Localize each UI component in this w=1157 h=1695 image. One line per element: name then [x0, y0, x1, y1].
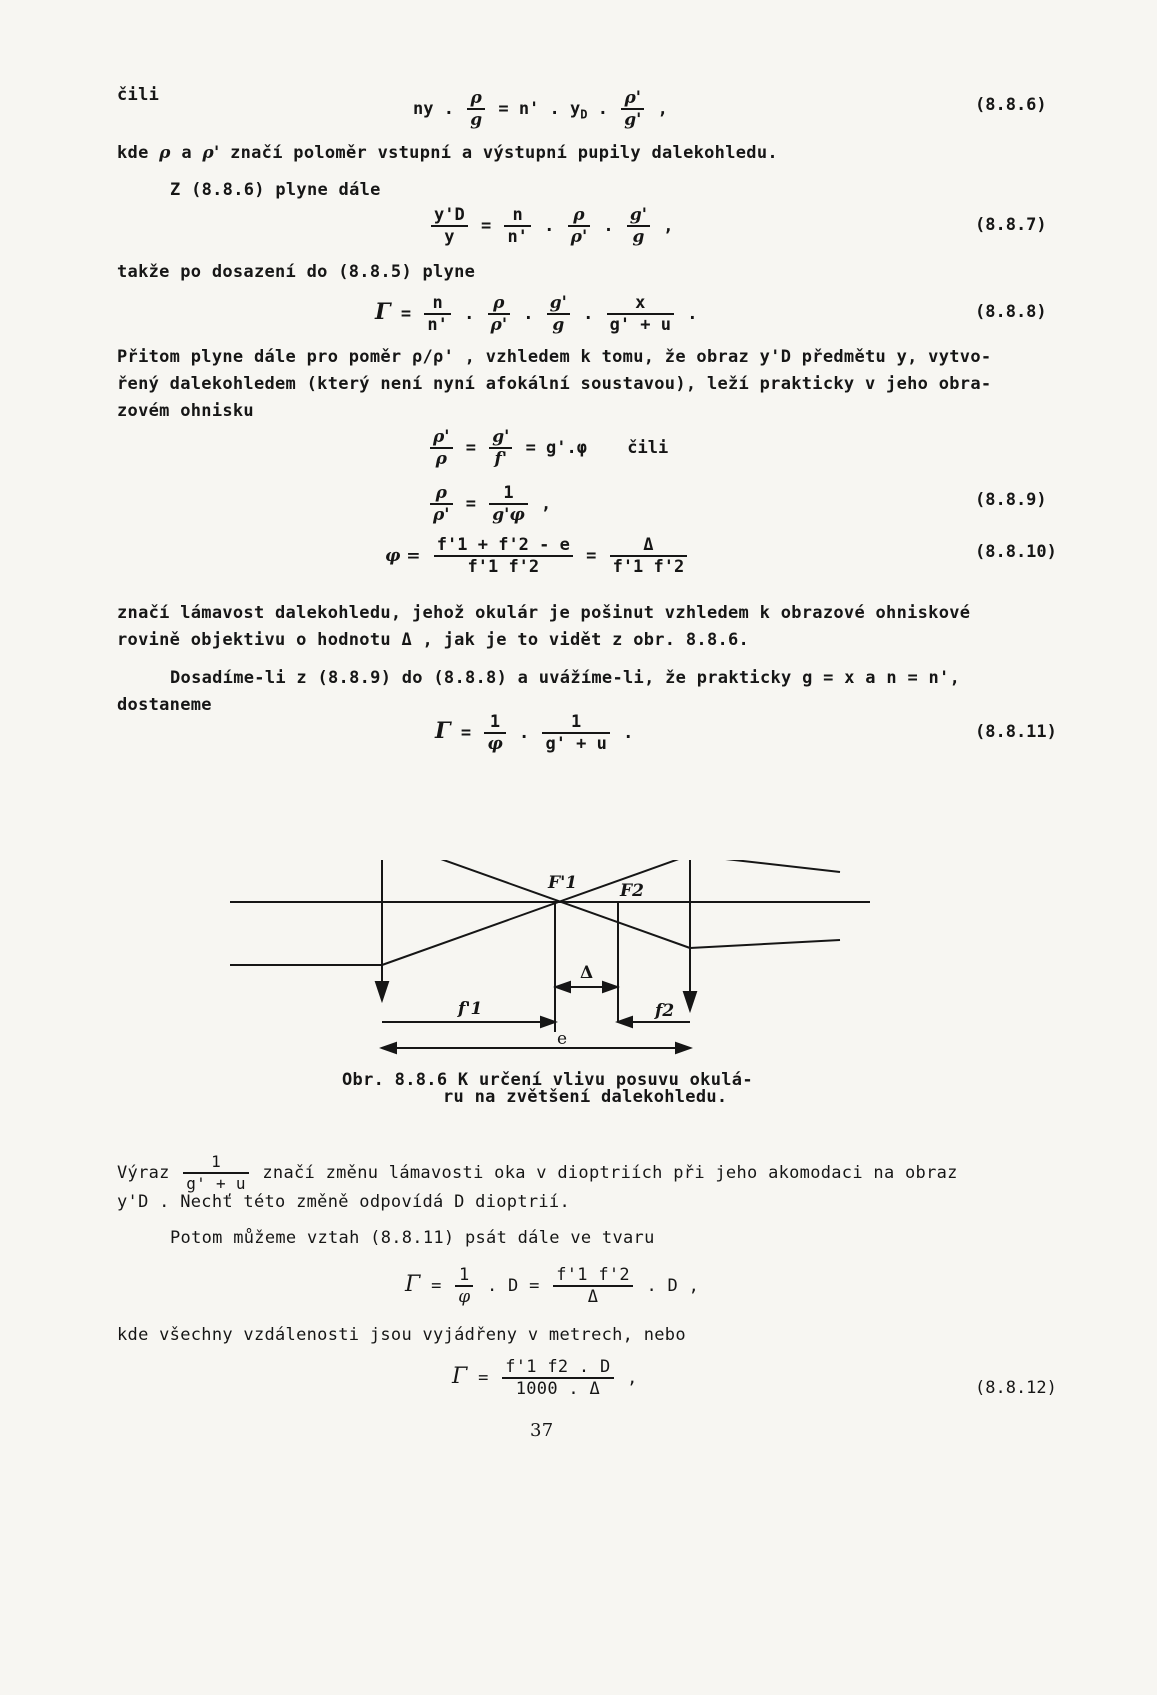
- equation-gamma-D: Γ = $\frac{1}{\varphi}$ . D = $\frac{f'1 f'2}{\Delta}$ . D ,: [405, 1265, 700, 1307]
- para1-line1: Přitom plyne dále pro poměr ρ/ρ' , vzhledem k tomu, že obraz y'D předmětu y, vytvo-: [117, 347, 992, 367]
- equation-8-8-8: Γ = $\frac{n}{n'}$ . $\frac{\rho}{\rho'}$ . $\frac{g'}{g}$ . $\frac{x}{g' + u}$ .: [375, 293, 698, 335]
- para2-line1: značí lámavost dalekohledu, jehož okulár je pošinut vzhledem k obrazové ohniskové: [117, 603, 971, 623]
- eq-number-8-8-12: (8.8.12): [975, 1378, 1057, 1398]
- equation-8-8-6: ny . $\frac{\rho}{g}$ = n' . $y_D$ . $\frac{\rho'}{g'}$ ,: [413, 88, 668, 130]
- para1-line2: řený dalekohledem (který není nyní afokální soustavou), leží prakticky v jeho obra-: [117, 374, 992, 394]
- eq6-frac-1: $\frac{\rho}{g}$: [467, 88, 485, 130]
- equation-8-8-7: $\frac{y'D}{y}$ = $\frac{n}{n'}$ . $\frac{\rho}{\rho'}$ . $\frac{g'}{g}$ ,: [428, 205, 673, 247]
- equation-8-8-12: Γ = $\frac{f'1 f2 . D}{1000 . \Delta}$ ,: [452, 1357, 638, 1399]
- eq6-lhs: ny .: [413, 99, 454, 119]
- eq6-frac-2: $\frac{\rho'}{g'}$: [621, 88, 644, 130]
- eq-number-8-8-11: (8.8.11): [975, 722, 1057, 742]
- word-cili: čili: [117, 85, 160, 105]
- para1-line3: zovém ohnisku: [117, 401, 254, 421]
- para4-line2: y'D . Nechť této změně odpovídá D dioptrií.: [117, 1192, 570, 1212]
- objective-arrow-bottom: [376, 982, 388, 1000]
- figure-caption-line2: ru na zvětšení dalekohledu.: [443, 1087, 728, 1107]
- para2-line2: rovině objektivu o hodnotu Δ , jak je to vidět z obr. 8.8.6.: [117, 630, 750, 650]
- label-e: e: [557, 1029, 568, 1049]
- label-f1: f'1: [458, 999, 483, 1019]
- eq-number-8-8-8: (8.8.8): [975, 302, 1047, 322]
- para6: kde všechny vzdálenosti jsou vyjádřeny v metrech, nebo: [117, 1325, 686, 1345]
- label-f2: f2: [655, 1001, 675, 1021]
- para5: Potom můžeme vztah (8.8.11) psát dále ve tvaru: [170, 1228, 655, 1248]
- para3-line1: Dosadíme-li z (8.8.9) do (8.8.8) a uvážíme-li, že prakticky g = x a n = n',: [170, 668, 961, 688]
- ray-top-out: [690, 860, 840, 872]
- eyepiece-arrow-bottom: [684, 992, 696, 1010]
- equation-rho-ratio: $\frac{\rho'}{\rho}$ = $\frac{g'}{f'}$ = g'.φ čili: [427, 427, 668, 469]
- figure-8-8-6-diagram: [230, 860, 870, 1070]
- equation-8-8-11: Γ = $\frac{1}{\varphi}$ . $\frac{1}{g' + u}$ .: [435, 712, 634, 754]
- label-F2: F2: [620, 881, 644, 901]
- label-delta: Δ: [580, 963, 594, 983]
- ray-cross-down: [382, 860, 690, 948]
- equation-8-8-10: φ = $\frac{f'1 + f'2 - e}{f'1 f'2}$ = $\frac{\Delta}{f'1 f'2}$: [385, 535, 690, 577]
- para4-line1: Výraz $\frac{1}{g' + u}$ značí změnu lámavosti oka v dioptriích při jeho akomodaci na obraz: [117, 1152, 958, 1193]
- eq-number-8-8-9: (8.8.9): [975, 490, 1047, 510]
- eq-number-8-8-10: (8.8.10): [975, 542, 1057, 562]
- equation-8-8-9: $\frac{\rho}{\rho'}$ = $\frac{1}{g'\varphi}$ ,: [427, 483, 551, 525]
- label-F1: F'1: [548, 873, 578, 893]
- ray-bottom-out: [690, 940, 840, 948]
- eq-number-8-8-7: (8.8.7): [975, 215, 1047, 235]
- eq-number-8-8-6: (8.8.6): [975, 95, 1047, 115]
- para3-line2: dostaneme: [117, 695, 212, 715]
- figure-caption-line1: Obr. 8.8.6 K určení vlivu posuvu okulá-: [342, 1070, 753, 1090]
- ray-cross-up: [382, 860, 690, 965]
- page-number: 37: [530, 1420, 554, 1441]
- text-line-kde: kde ρ a ρ' značí poloměr vstupní a výstupní pupily dalekohledu.: [117, 143, 778, 163]
- eq6-mid: = n' . y: [498, 99, 581, 119]
- text-line-takze: takže po dosazení do (8.8.5) plyne: [117, 262, 476, 282]
- text-line-plyne-dale: Z (8.8.6) plyne dále: [170, 180, 381, 200]
